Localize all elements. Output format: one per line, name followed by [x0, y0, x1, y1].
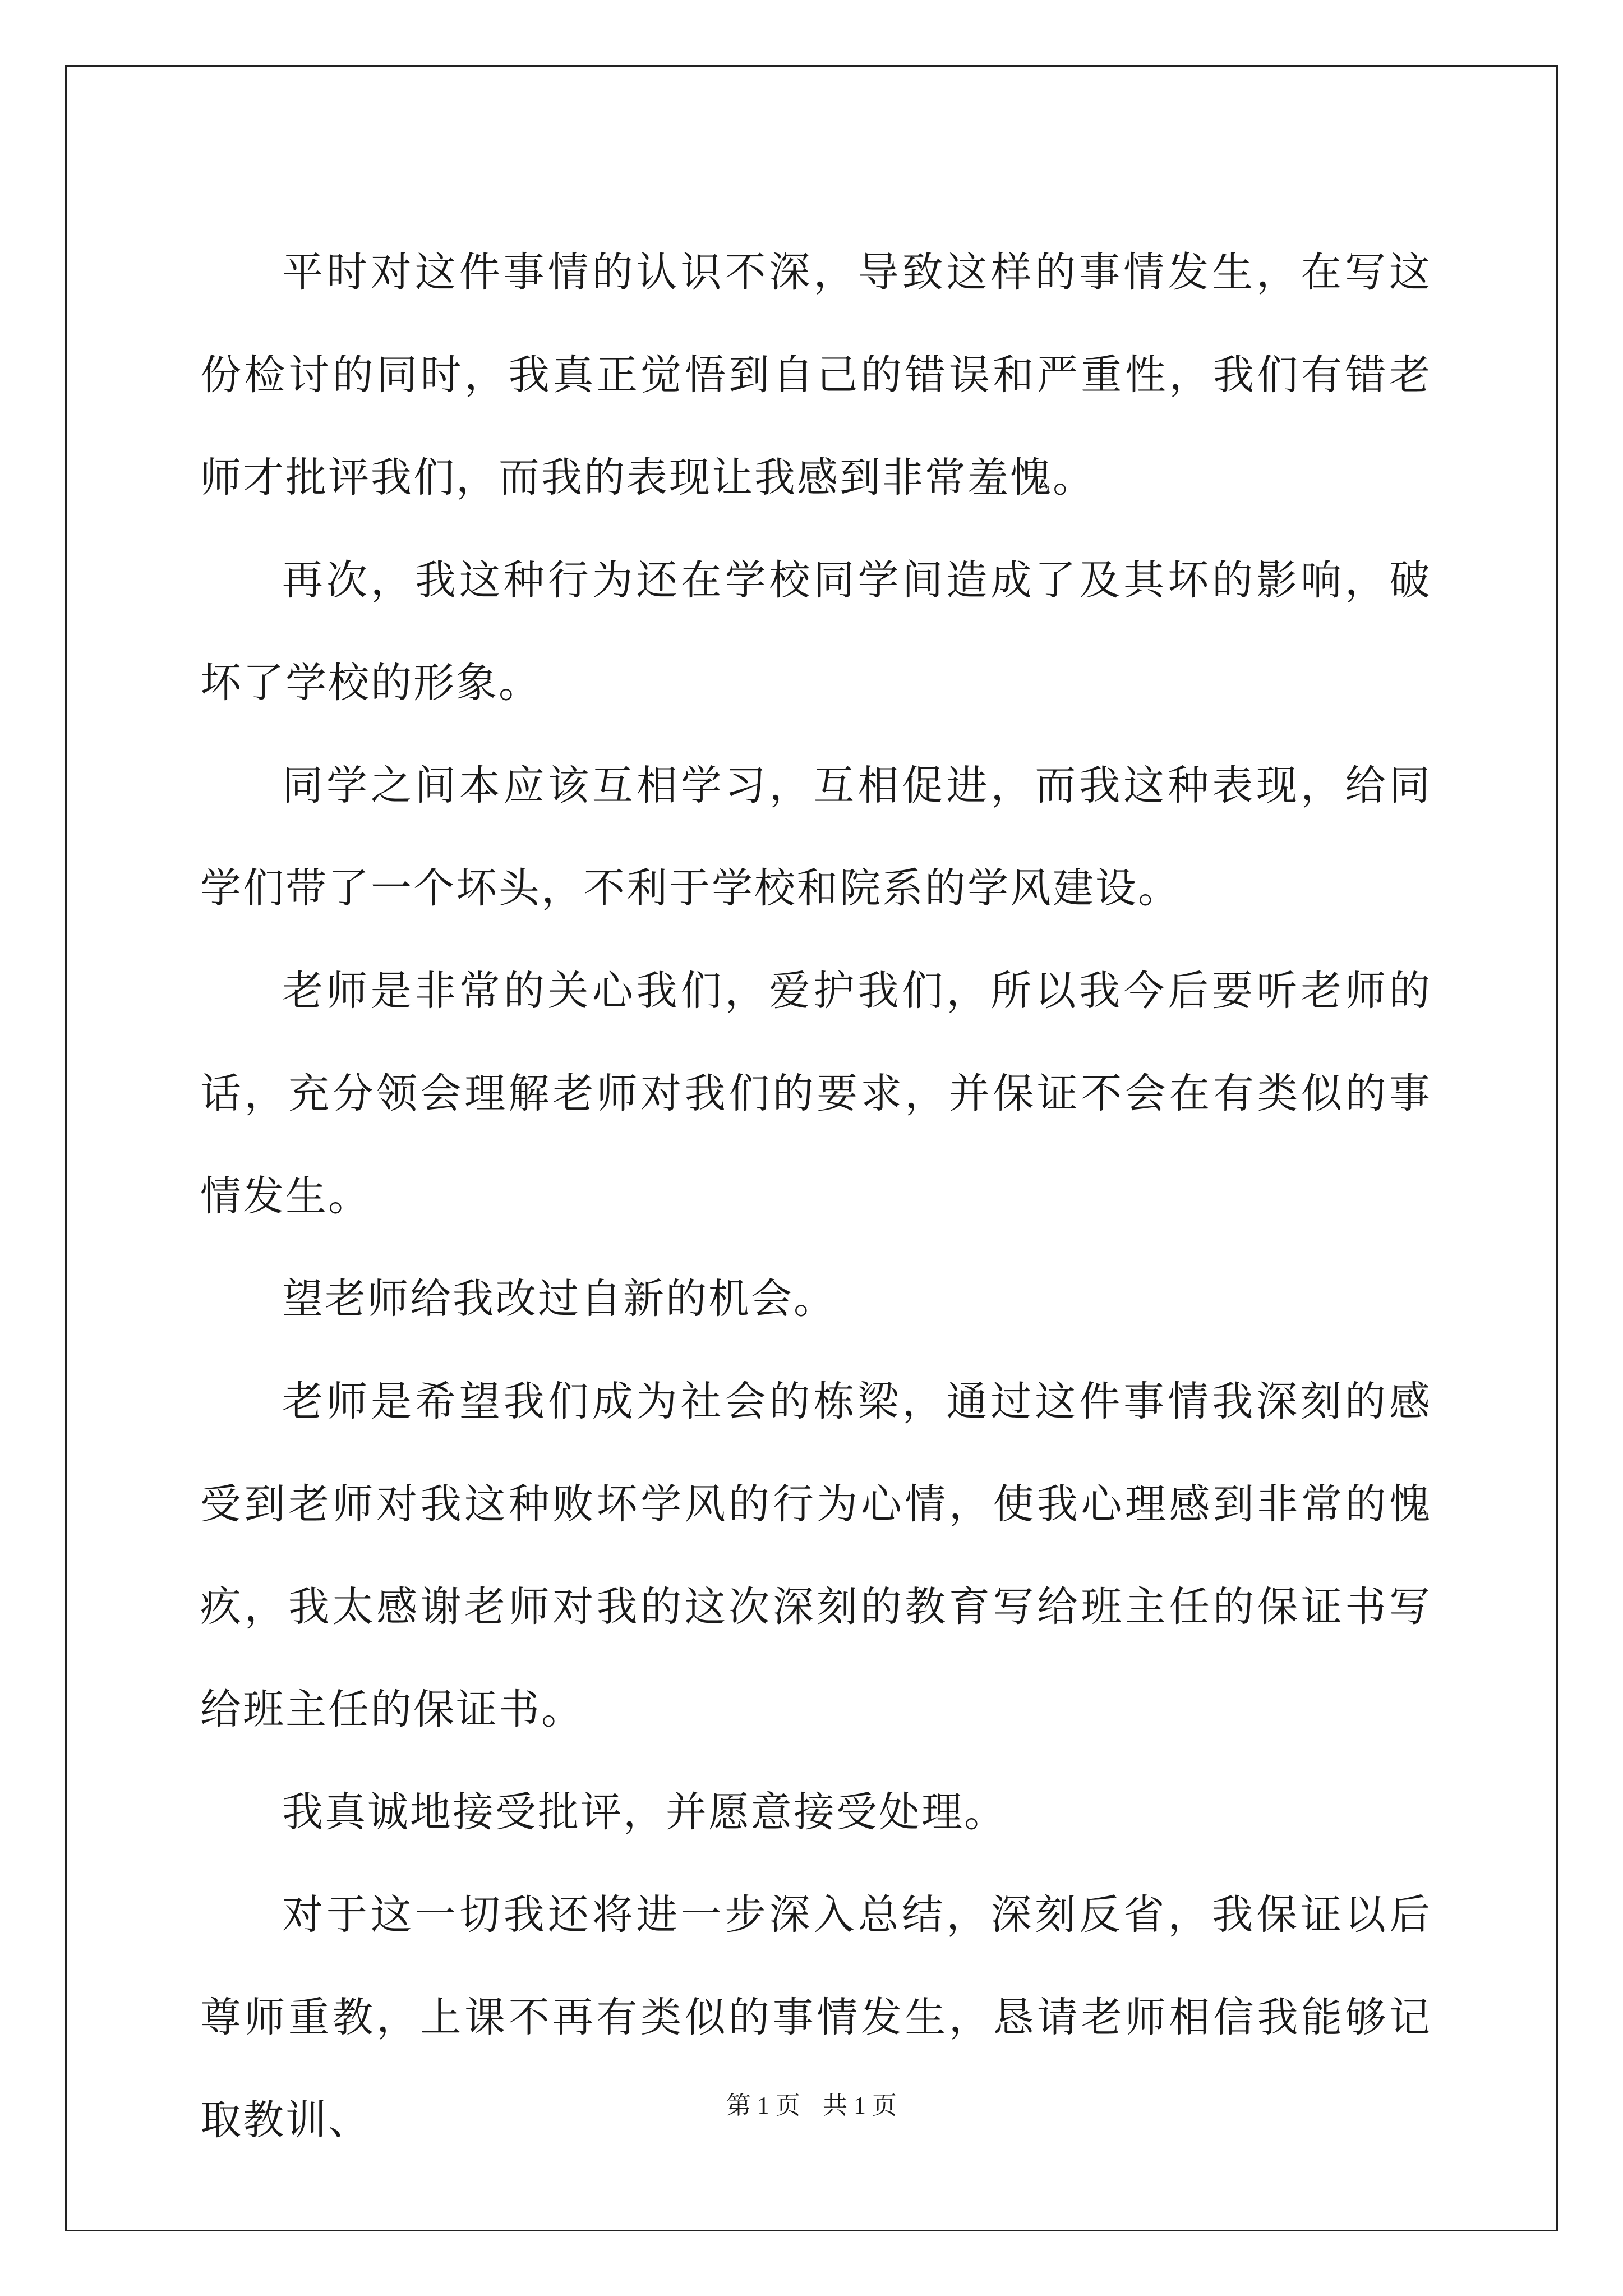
page-total: 共 1 页: [823, 2092, 897, 2119]
paragraph: 老师是非常的关心我们，爱护我们，所以我今后要听老师的话，充分领会理解老师对我们的要求，并保证不会在有类似的事情发生。: [200, 967, 1432, 1220]
page-footer: [0, 2089, 1623, 2123]
paragraph: 平时对这件事情的认识不深，导致这样的事情发生，在写这份检讨的同时，我真正觉悟到自己的错误和严重性，我们有错老师才批评我们，而我的表现让我感到非常羞愧。: [200, 249, 1432, 501]
document-body: [200, 221, 1432, 2171]
paragraph: 老师是希望我们成为社会的栋梁，通过这件事情我深刻的感受到老师对我这种败坏学风的行为心情，使我心理感到非常的愧疚，我太感谢老师对我的这次深刻的教育写给班主任的保证书写给班主任的保证书。: [200, 1378, 1432, 1733]
paragraph: 同学之间本应该互相学习，互相促进，而我这种表现，给同学们带了一个坏头，不利于学校和院系的学风建设。: [200, 762, 1432, 912]
paragraph: 对于这一切我还将进一步深入总结，深刻反省，我保证以后尊师重教，上课不再有类似的事情发生，恳请老师相信我能够记取教训、: [200, 1891, 1432, 2144]
paragraph: 望老师给我改过自新的机会。: [282, 1275, 836, 1323]
paragraph: 再次，我这种行为还在学校同学间造成了及其坏的影响，破坏了学校的形象。: [200, 556, 1432, 707]
paragraph: 我真诚地接受批评，并愿意接受处理。: [282, 1788, 1007, 1836]
page-number: 第 1 页: [726, 2092, 800, 2119]
